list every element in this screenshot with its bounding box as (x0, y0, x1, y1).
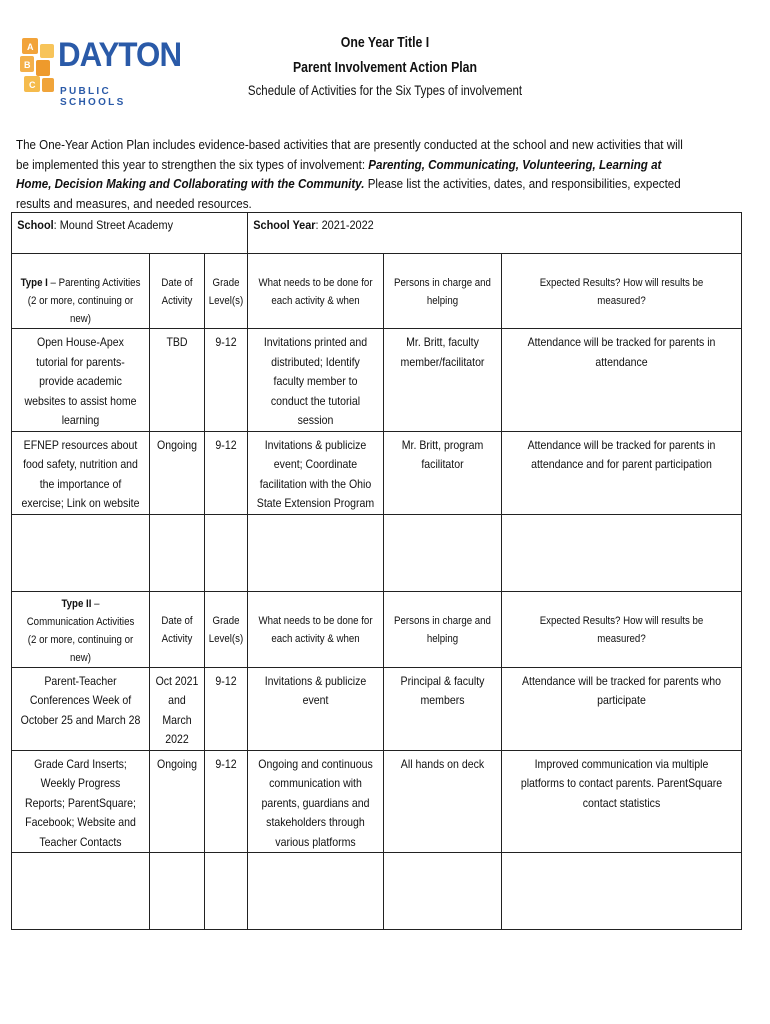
table-row (12, 750, 742, 853)
intro-text-end: Please list the activities, dates, and responsibilities, expected results and measures, and needed resources. (16, 177, 681, 211)
intro-emphasis: Parenting, Communicating, Volunteering, Learning at Home, Decision Making and Collaborating with the Community. (16, 157, 662, 191)
document-title: One Year Title I (340, 34, 430, 51)
persons-header: Persons in charge and helping (384, 254, 502, 329)
what-cell: Ongoing and continuous communication with parents, guardians and stakeholders through various platforms (258, 756, 373, 849)
expected-header: Expected Results? How will results be measured? (502, 591, 742, 667)
school-cell (12, 213, 248, 254)
persons-cell: Principal & faculty members (400, 673, 485, 707)
logo-subtitle: PUBLIC SCHOOLS (60, 86, 126, 108)
type2-header: Type II – Communication Activities (2 or more, continuing or new) (12, 591, 150, 667)
document-description: Schedule of Activities for the Six Types of involvement (247, 82, 523, 98)
grade-cell: 9-12 (215, 335, 237, 349)
expected-header: Expected Results? How will results be measured? (502, 254, 742, 329)
svg-text:C: C (29, 80, 36, 90)
svg-text:A: A (27, 42, 34, 52)
type1-header-row (12, 254, 742, 329)
expected-cell: Attendance will be tracked for parents in attendance and for parent participation (527, 437, 716, 471)
school-year-label: School Year (253, 218, 316, 232)
school-info-row (12, 213, 742, 254)
persons-cell: Mr. Britt, faculty member/facilitator (400, 335, 485, 369)
what-cell: Invitations printed and distributed; Identify faculty member to conduct the tutorial session (263, 335, 368, 427)
empty-row (12, 514, 742, 591)
date-header: Date of Activity (150, 591, 205, 667)
persons-header: Persons in charge and helping (384, 591, 502, 667)
expected-cell: Attendance will be tracked for parents who participate (522, 673, 722, 707)
school-label: School (17, 218, 54, 232)
date-cell: Ongoing (157, 437, 197, 452)
table-row (12, 431, 742, 514)
svg-text:B: B (24, 60, 31, 70)
school-year-value: : 2021-2022 (315, 218, 374, 232)
what-cell: Invitations & publicize event; Coordinate facilitation with the Ohio State Extension Program (256, 437, 375, 510)
intro-paragraph (16, 136, 692, 214)
date-cell: Ongoing (157, 756, 197, 771)
grade-cell: 9-12 (215, 437, 237, 452)
what-header: What needs to be done for each activity & when (248, 254, 384, 329)
intro-text: The One-Year Action Plan includes evidence-based activities that are presently conducted at the school and new activities that will be implemented this year to strengthen the six types of involvement: (16, 138, 683, 172)
what-header: What needs to be done for each activity & when (248, 591, 384, 667)
grade-header: Grade Level(s) (205, 254, 248, 329)
what-cell: Invitations & publicize event (264, 673, 367, 707)
expected-cell: Improved communication via multiple platforms to contact parents. ParentSquare contact statistics (520, 756, 723, 810)
dayton-public-schools-logo (18, 34, 182, 108)
document-subtitle: Parent Involvement Action Plan (292, 59, 478, 76)
school-value: : Mound Street Academy (53, 218, 174, 232)
school-year-cell (248, 213, 742, 254)
persons-cell: All hands on deck (400, 756, 485, 771)
activity-cell: Open House-Apex tutorial for parents-provide academic websites to assist home learning (24, 335, 137, 427)
persons-cell: Mr. Britt, program facilitator (401, 437, 484, 471)
grade-header: Grade Level(s) (205, 591, 248, 667)
table-row (12, 667, 742, 750)
activity-cell: Parent-Teacher Conferences Week of October 25 and March 28 (20, 673, 141, 727)
logo-wordmark: DAYTON (58, 36, 182, 74)
grade-cell: 9-12 (215, 756, 237, 771)
date-header: Date of Activity (150, 254, 205, 329)
table-row (12, 329, 742, 432)
empty-row (12, 853, 742, 930)
date-cell: Oct 2021 and March 2022 (155, 673, 199, 746)
type1-header: Type I – Parenting Activities (2 or more, continuing or new) (12, 254, 150, 329)
type2-header-row (12, 591, 742, 667)
activity-cell: EFNEP resources about food safety, nutrition and the importance of exercise; Link on website (21, 437, 140, 510)
activity-cell: Grade Card Inserts; Weekly Progress Reports; ParentSquare; Facebook; Website and Teacher Contacts (25, 756, 136, 849)
action-plan-table (11, 212, 742, 930)
grade-cell: 9-12 (215, 673, 237, 688)
date-cell: TBD (166, 335, 188, 349)
expected-cell: Attendance will be tracked for parents in attendance (527, 335, 716, 369)
